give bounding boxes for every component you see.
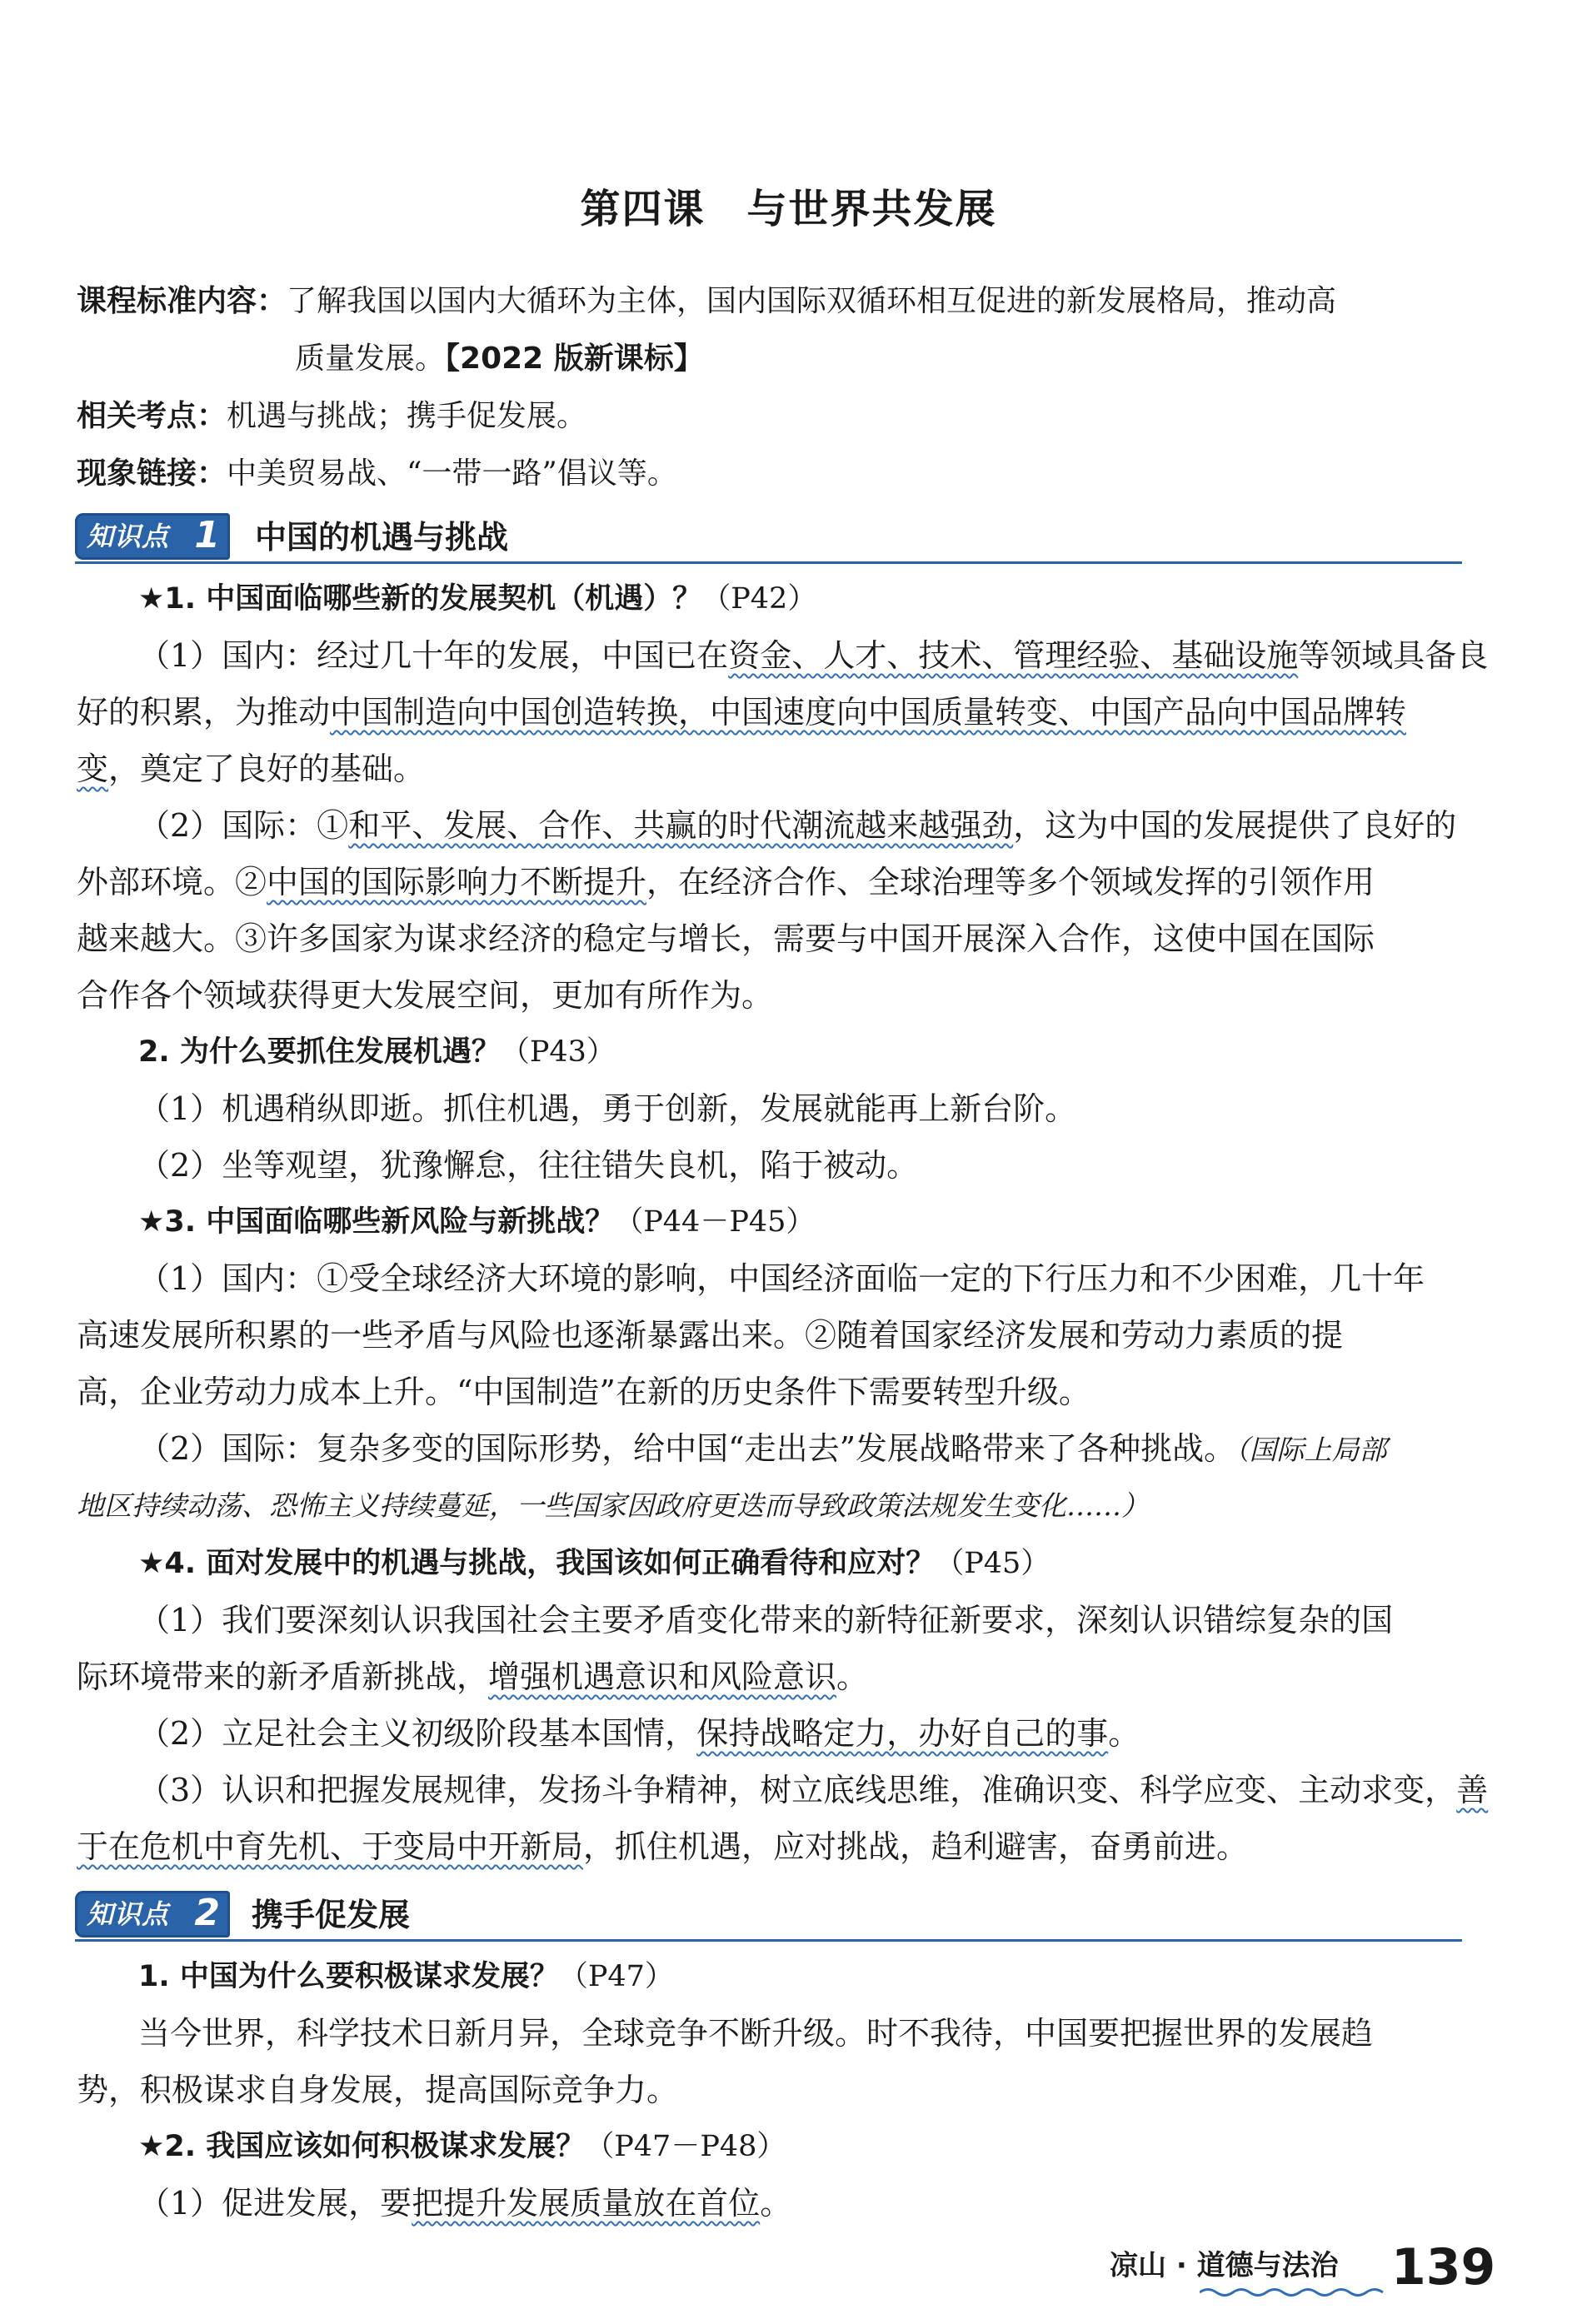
text-span: ，在经济合作、全球治理等多个领域发挥的引领作用	[646, 864, 1375, 900]
paragraph-line: 当今世界，科学技术日新月异，全球竞争不断升级。时不我待，中国要把握世界的发展趋	[138, 2015, 1374, 2052]
paragraph-line: 高速发展所积累的一些矛盾与风险也逐渐暴露出来。②随着国家经济发展和劳动力素质的提	[77, 1317, 1344, 1354]
question-text: 1. 中国面临哪些新的发展契机（机遇）？	[164, 582, 702, 616]
badge-number: 1	[194, 514, 220, 556]
paragraph-line	[77, 753, 425, 785]
footer-wave-decoration	[1200, 2287, 1391, 2298]
badge-number: 2	[194, 1892, 220, 1934]
paragraph-line: （1）我们要深刻认识我国社会主要矛盾变化带来的新特征新要求，深刻认识错综复杂的国	[138, 1602, 1394, 1638]
footer-title: 凉山 · 道德与法治	[1110, 2249, 1339, 2282]
paragraph-line	[138, 1430, 1387, 1467]
emphasis-text: 资金、人才、技术、管理经验、基础设施	[728, 637, 1299, 674]
question-text: 2. 为什么要抓住发展机遇？	[138, 1035, 501, 1069]
note-line: 地区持续动荡、恐怖主义持续蔓延，一些国家因政府更迭而导致政策法规发生变化……）	[77, 1489, 1149, 1522]
curriculum-standard-label: 课程标准内容：	[77, 284, 287, 318]
paragraph-line: 势，积极谋求自身发展，提高国际竞争力。	[77, 2072, 679, 2108]
related-points-text: 机遇与挑战；携手促发展。	[227, 399, 587, 433]
paragraph-line	[77, 1828, 1249, 1865]
text-span: （2）国际：复杂多变的国际形势，给中国“走出去”发展战略带来了各种挑战。	[138, 1430, 1236, 1467]
knowledge-point-badge-2	[75, 1891, 230, 1937]
emphasis-text: 和平、发展、合作、共赢的时代潮流越来越强劲	[348, 807, 1014, 844]
emphasis-text: 保持战略定力，办好自己的事	[696, 1715, 1109, 1752]
question-text: 4. 面对发展中的机遇与挑战，我国该如何正确看待和应对？	[164, 1547, 936, 1580]
curriculum-standard-tag: 【2022 版新课标】	[445, 342, 704, 376]
lesson-title: 第四课 与世界共发展	[580, 186, 997, 232]
question-3	[138, 1206, 815, 1238]
paragraph-line	[138, 2185, 792, 2222]
text-span: （2）立足社会主义初级阶段基本国情，	[138, 1715, 697, 1752]
emphasis-text: 增强机遇意识和风险意识	[488, 1658, 837, 1695]
paragraph-line: （2）坐等观望，犹豫懈怠，往往错失良机，陷于被动。	[138, 1147, 919, 1184]
emphasis-text: 变	[77, 751, 109, 787]
question-2-2	[138, 2131, 786, 2162]
paragraph-line	[138, 1715, 1140, 1752]
paragraph-line	[138, 807, 1457, 844]
paragraph-line	[138, 1774, 1488, 1806]
badge-label: 知识点	[87, 1898, 170, 1930]
curriculum-standard-cont	[295, 343, 704, 375]
curriculum-standard-text: 了解我国以国内大循环为主体，国内国际双循环相互促进的新发展格局，推动高	[287, 284, 1337, 318]
text-span: 。	[1108, 1715, 1140, 1752]
text-span: ，这为中国的发展提供了良好的	[1013, 807, 1457, 844]
emphasis-text: 善	[1456, 1772, 1489, 1808]
text-span: （2）国际：①	[138, 807, 349, 844]
page-ref: （P45）	[935, 1547, 1051, 1580]
page-ref: （P47）	[558, 1960, 674, 1993]
paragraph-line: 高，企业劳动力成本上升。“中国制造”在新的历史条件下需要转型升级。	[77, 1374, 1090, 1410]
page-ref: （P47－P48）	[585, 2130, 786, 2163]
paragraph-line	[77, 1658, 869, 1695]
question-text: 1. 中国为什么要积极谋求发展？	[138, 1960, 559, 1993]
paragraph-line: 合作各个领域获得更大发展空间，更加有所作为。	[77, 977, 774, 1014]
page-ref: （P42）	[701, 582, 817, 616]
page-ref: （P44－P45）	[614, 1205, 816, 1239]
text-span: 等领域具备良	[1298, 637, 1489, 674]
text-span: ，抓住机遇，应对挑战，趋利避害，奋勇前进。	[583, 1828, 1249, 1865]
page-ref: （P43）	[500, 1035, 616, 1069]
related-points	[77, 401, 586, 432]
text-span: 好的积累，为推动	[77, 694, 331, 731]
paragraph-line	[77, 866, 1375, 898]
paragraph-line: （1）国内：①受全球经济大环境的影响，中国经济面临一定的下行压力和不少困难，几十年	[138, 1260, 1425, 1297]
question-1	[138, 583, 816, 615]
question-text: 3. 中国面临哪些新风险与新挑战？	[164, 1205, 615, 1239]
paragraph-line	[138, 637, 1489, 674]
star-icon: ★	[138, 1547, 165, 1580]
question-2	[138, 1036, 616, 1068]
emphasis-text: 中国的国际影响力不断提升	[267, 864, 647, 900]
emphasis-text: 于在危机中育先机、于变局中开新局	[77, 1828, 584, 1865]
star-icon: ★	[138, 2130, 165, 2163]
star-icon: ★	[138, 1205, 165, 1239]
text-span: 。	[760, 2185, 792, 2222]
phenomena-link-text: 中美贸易战、“一带一路”倡议等。	[227, 456, 677, 491]
text-span: （1）促进发展，要	[138, 2185, 412, 2222]
phenomena-link-label: 现象链接：	[77, 456, 227, 491]
text-span: 际环境带来的新矛盾新挑战，	[77, 1658, 489, 1695]
related-points-label: 相关考点：	[77, 399, 227, 433]
section-rule-2	[75, 1939, 1462, 1942]
text-span: 。	[836, 1658, 869, 1695]
question-2-1	[138, 1961, 674, 1992]
phenomena-link	[77, 458, 677, 490]
section-title-2: 携手促发展	[252, 1897, 411, 1933]
question-text: 2. 我国应该如何积极谋求发展？	[164, 2130, 586, 2163]
paragraph-line: 越来越大。③许多国家为谋求经济的稳定与增长，需要与中国开展深入合作，这使中国在国际	[77, 920, 1375, 957]
text-span: 外部环境。②	[77, 864, 267, 900]
question-4	[138, 1548, 1050, 1579]
paragraph-line	[77, 694, 1407, 731]
paragraph-line: （1）机遇稍纵即逝。抓住机遇，勇于创新，发展就能再上新台阶。	[138, 1090, 1077, 1127]
badge-label: 知识点	[87, 521, 170, 552]
page-number: 139	[1391, 2238, 1496, 2297]
section-title-1: 中国的机遇与挑战	[255, 519, 509, 556]
curriculum-standard	[77, 286, 1336, 317]
knowledge-point-badge-1	[75, 513, 230, 560]
emphasis-text: 把提升发展质量放在首位	[412, 2185, 761, 2222]
text-span: （1）国内：经过几十年的发展，中国已在	[138, 637, 729, 674]
emphasis-text: 中国制造向中国创造转换，中国速度向中国质量转变、中国产品向中国品牌转	[330, 694, 1407, 731]
star-icon: ★	[138, 582, 165, 616]
note-text: （国际上局部	[1235, 1434, 1387, 1466]
text-span: （3）认识和把握发展规律，发扬斗争精神，树立底线思维，准确识变、科学应变、主动求变，	[138, 1772, 1457, 1808]
section-rule-1	[75, 561, 1462, 564]
curriculum-standard-text-2: 质量发展。	[295, 342, 446, 376]
text-span: ，奠定了良好的基础。	[108, 751, 426, 787]
